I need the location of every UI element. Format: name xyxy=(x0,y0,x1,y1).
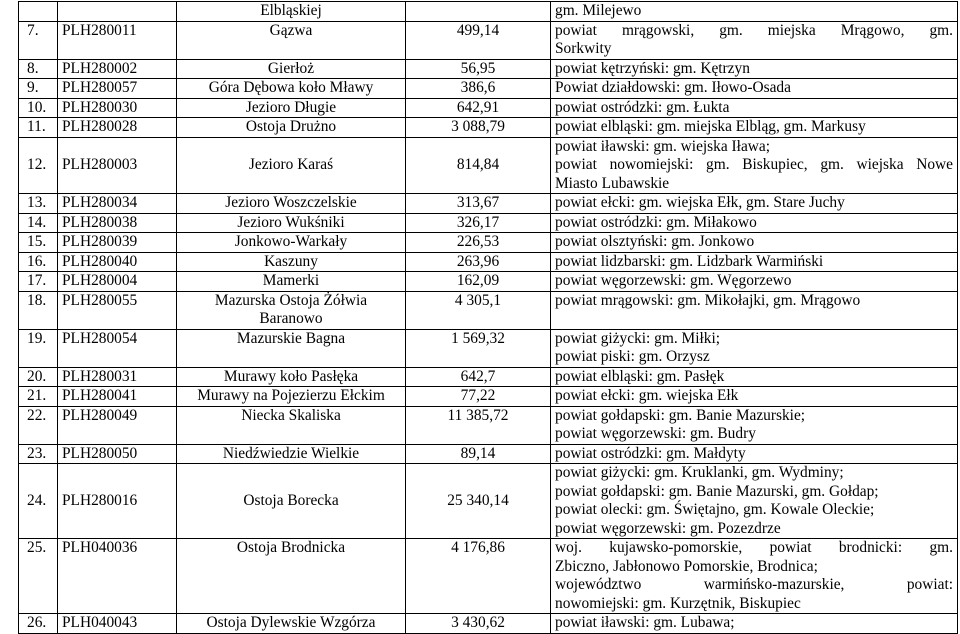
area-cell: 499,14 xyxy=(406,21,551,59)
area-cell: 162,09 xyxy=(406,272,551,292)
location-cell xyxy=(551,406,958,444)
location-line: powiat mrągowski, gm. miejska Mrągowo, gm. xyxy=(555,21,953,39)
table-row xyxy=(19,291,958,329)
location-cell xyxy=(551,118,958,138)
location-line: powiat iławski: gm. Lubawa; xyxy=(555,614,735,631)
site-name-cell xyxy=(177,21,406,59)
site-code-cell: PLH280041 xyxy=(58,387,177,407)
site-name-line: Murawy na Pojezierzu Ełckim xyxy=(197,387,385,404)
site-name-cell xyxy=(177,118,406,138)
row-number-cell: 9. xyxy=(19,79,58,99)
site-name-line: Ostoja Brodnicka xyxy=(236,539,346,556)
row-number-cell: 25. xyxy=(19,539,58,614)
location-cell xyxy=(551,98,958,118)
table-row xyxy=(19,118,958,138)
table-row xyxy=(19,329,958,367)
site-name-line: Niecka Skaliska xyxy=(241,406,341,424)
row-number-cell: 8. xyxy=(19,59,58,79)
location-line: powiat węgorzewski: gm. Węgorzewo xyxy=(555,272,792,289)
location-line: Miasto Lubawskie xyxy=(555,174,670,192)
table-row xyxy=(19,194,958,214)
area-cell: 642,91 xyxy=(406,98,551,118)
location-cell xyxy=(551,272,958,292)
row-number-cell: 14. xyxy=(19,213,58,233)
site-name-cell xyxy=(177,444,406,464)
site-name-line: Ostoja Borecka xyxy=(243,491,339,509)
area-cell: 56,95 xyxy=(406,59,551,79)
table-row xyxy=(19,272,958,292)
site-code-cell: PLH280057 xyxy=(58,79,177,99)
site-code-cell: PLH280050 xyxy=(58,444,177,464)
table-row xyxy=(19,233,958,253)
site-name-line: Mazurska Ostoja Żółwia xyxy=(214,291,368,309)
site-code-cell: PLH280016 xyxy=(58,464,177,539)
row-number-cell: 23. xyxy=(19,444,58,464)
location-line: powiat olecki: gm. Świętajno, gm. Kowale Oleckie; xyxy=(555,501,875,518)
sites-table-body xyxy=(19,2,958,634)
location-cell xyxy=(551,539,958,614)
site-name-cell xyxy=(177,59,406,79)
table-row xyxy=(19,79,958,99)
site-name-line: Jezioro Woszczelskie xyxy=(225,194,357,211)
site-name-cell xyxy=(177,233,406,253)
location-line: powiat giżycki: gm. Kruklanki, gm. Wydminy; xyxy=(555,464,844,481)
site-code-cell: PLH280055 xyxy=(58,291,177,329)
area-cell: 326,17 xyxy=(406,213,551,233)
site-code-cell: PLH280054 xyxy=(58,329,177,367)
location-line: powiat elbląski: gm. Pasłęk xyxy=(555,367,725,385)
area-cell: 313,67 xyxy=(406,194,551,214)
table-row xyxy=(19,213,958,233)
row-number-cell: 17. xyxy=(19,272,58,292)
location-cell xyxy=(551,291,958,329)
location-cell xyxy=(551,444,958,464)
site-code-cell: PLH280031 xyxy=(58,367,177,387)
row-number-cell xyxy=(19,2,58,22)
location-cell xyxy=(551,21,958,59)
location-cell xyxy=(551,2,958,22)
location-cell xyxy=(551,329,958,367)
location-line: powiat giżycki: gm. Miłki; xyxy=(555,329,721,347)
site-name-line: Gierłoż xyxy=(267,59,315,77)
location-cell xyxy=(551,464,958,539)
location-line: gm. Milejewo xyxy=(555,2,642,19)
row-number-cell: 21. xyxy=(19,387,58,407)
location-cell xyxy=(551,252,958,272)
table-row xyxy=(19,444,958,464)
location-line: powiat ełcki: gm. wiejska Ełk, gm. Stare Juchy xyxy=(555,194,845,211)
location-line: powiat mrągowski: gm. Mikołajki, gm. Mrągowo xyxy=(555,291,861,309)
site-name-cell xyxy=(177,2,406,22)
location-line: Zbiczno, Jabłonowo Pomorskie, Brodnica; xyxy=(555,557,818,575)
site-name-line: Elbląskiej xyxy=(260,2,322,19)
site-code-cell: PLH280038 xyxy=(58,213,177,233)
site-name-line: Baranowo xyxy=(259,310,323,327)
location-line: powiat lidzbarski: gm. Lidzbark Warmiński xyxy=(555,252,824,270)
site-code-cell: PLH040036 xyxy=(58,539,177,614)
row-number-cell: 13. xyxy=(19,194,58,214)
site-name-line: Góra Dębowa koło Mławy xyxy=(208,79,374,96)
row-number-cell: 11. xyxy=(19,118,58,138)
table-row xyxy=(19,98,958,118)
site-name-line: Murawy koło Pasłęka xyxy=(223,367,359,385)
area-cell: 3 088,79 xyxy=(406,118,551,138)
location-line: powiat ostródzki: gm. Małdyty xyxy=(555,444,746,462)
table-row xyxy=(19,137,958,194)
site-name-line: Niedźwiedzie Wielkie xyxy=(222,444,360,462)
site-code-cell: PLH280011 xyxy=(58,21,177,59)
location-line: woj. kujawsko-pomorskie, powiat brodnicki: gm. xyxy=(555,539,953,556)
location-line: nowomiejski: gm. Kurzętnik, Biskupiec xyxy=(555,594,801,612)
row-number-cell: 18. xyxy=(19,291,58,329)
area-cell: 4 305,1 xyxy=(406,291,551,329)
site-name-line: Jezioro Karaś xyxy=(248,156,334,173)
site-code-cell: PLH280030 xyxy=(58,98,177,118)
table-row xyxy=(19,252,958,272)
table-row xyxy=(19,367,958,387)
site-name-cell xyxy=(177,539,406,614)
location-line: powiat elbląski: gm. miejska Elbląg, gm. Markusy xyxy=(555,118,866,135)
site-name-line: Jonkowo-Warkały xyxy=(234,233,348,250)
row-number-cell: 20. xyxy=(19,367,58,387)
row-number-cell: 12. xyxy=(19,137,58,194)
site-name-cell xyxy=(177,387,406,407)
area-cell: 25 340,14 xyxy=(406,464,551,539)
site-name-cell xyxy=(177,464,406,539)
row-number-cell: 26. xyxy=(19,614,58,634)
location-cell xyxy=(551,387,958,407)
site-name-cell xyxy=(177,291,406,329)
area-cell: 814,84 xyxy=(406,137,551,194)
location-line: powiat węgorzewski: gm. Budry xyxy=(555,425,756,442)
row-number-cell: 7. xyxy=(19,21,58,59)
row-number-cell: 24. xyxy=(19,464,58,539)
location-line: powiat ostródzki: gm. Łukta xyxy=(555,98,730,116)
location-line: Sorkwity xyxy=(555,40,612,57)
site-name-cell xyxy=(177,406,406,444)
site-name-cell xyxy=(177,98,406,118)
location-line: powiat piski: gm. Orzysz xyxy=(555,348,710,365)
location-line: powiat ełcki: gm. wiejska Ełk xyxy=(555,387,739,404)
location-line: powiat nowomiejski: gm. Biskupiec, gm. wiejska Nowe xyxy=(555,156,953,173)
site-name-line: Mamerki xyxy=(262,272,320,289)
site-code-cell: PLH280039 xyxy=(58,233,177,253)
site-name-line: Jezioro Wukśniki xyxy=(237,213,345,231)
table-row xyxy=(19,21,958,59)
site-code-cell: PLH280003 xyxy=(58,137,177,194)
site-code-cell: PLH280040 xyxy=(58,252,177,272)
area-cell: 11 385,72 xyxy=(406,406,551,444)
location-line: Powiat działdowski: gm. Iłowo-Osada xyxy=(555,79,791,96)
location-line: powiat węgorzewski: gm. Pozezdrze xyxy=(555,519,781,537)
location-cell xyxy=(551,367,958,387)
site-name-cell xyxy=(177,79,406,99)
table-row xyxy=(19,387,958,407)
site-name-line: Gązwa xyxy=(269,21,313,39)
site-name-cell xyxy=(177,329,406,367)
area-cell: 226,53 xyxy=(406,233,551,253)
area-cell: 77,22 xyxy=(406,387,551,407)
row-number-cell: 10. xyxy=(19,98,58,118)
row-number-cell: 22. xyxy=(19,406,58,444)
site-code-cell: PLH280028 xyxy=(58,118,177,138)
area-cell: 263,96 xyxy=(406,252,551,272)
site-name-cell xyxy=(177,367,406,387)
row-number-cell: 15. xyxy=(19,233,58,253)
table-row xyxy=(19,539,958,614)
location-line: powiat gołdapski: gm. Banie Mazurskie; xyxy=(555,406,806,424)
location-line: województwo warmińsko-mazurskie, powiat: xyxy=(555,576,953,593)
table-row xyxy=(19,59,958,79)
site-name-cell xyxy=(177,614,406,634)
location-cell xyxy=(551,614,958,634)
site-code-cell: PLH280004 xyxy=(58,272,177,292)
area-cell: 642,7 xyxy=(406,367,551,387)
location-line: powiat iławski: gm. wiejska Iława; xyxy=(555,137,770,155)
site-name-line: Ostoja Drużno xyxy=(245,118,337,135)
area-cell xyxy=(406,2,551,22)
location-cell xyxy=(551,59,958,79)
location-cell xyxy=(551,213,958,233)
site-name-cell xyxy=(177,194,406,214)
location-cell xyxy=(551,233,958,253)
row-number-cell: 16. xyxy=(19,252,58,272)
site-name-cell xyxy=(177,137,406,194)
site-code-cell: PLH280002 xyxy=(58,59,177,79)
site-name-line: Jezioro Długie xyxy=(245,98,337,116)
table-row xyxy=(19,406,958,444)
location-line: powiat gołdapski: gm. Banie Mazurski, gm. Gołdap; xyxy=(555,482,879,500)
area-cell: 89,14 xyxy=(406,444,551,464)
site-code-cell: PLH280034 xyxy=(58,194,177,214)
site-name-line: Mazurskie Bagna xyxy=(236,329,346,347)
location-cell xyxy=(551,79,958,99)
site-code-cell: PLH280049 xyxy=(58,406,177,444)
site-name-cell xyxy=(177,252,406,272)
table-row xyxy=(19,614,958,634)
area-cell: 4 176,86 xyxy=(406,539,551,614)
sites-table xyxy=(18,1,958,634)
location-cell xyxy=(551,137,958,194)
row-number-cell: 19. xyxy=(19,329,58,367)
location-cell xyxy=(551,194,958,214)
location-line: powiat ostródzki: gm. Miłakowo xyxy=(555,213,757,231)
site-name-line: Ostoja Dylewskie Wzgórza xyxy=(206,614,376,631)
table-row xyxy=(19,464,958,539)
area-cell: 1 569,32 xyxy=(406,329,551,367)
site-name-line: Kaszuny xyxy=(264,252,318,270)
location-line: powiat olsztyński: gm. Jonkowo xyxy=(555,233,755,250)
area-cell: 3 430,62 xyxy=(406,614,551,634)
site-name-cell xyxy=(177,213,406,233)
site-code-cell: PLH040043 xyxy=(58,614,177,634)
table-row xyxy=(19,2,958,22)
site-code-cell xyxy=(58,2,177,22)
location-line: powiat kętrzyński: gm. Kętrzyn xyxy=(555,59,750,77)
area-cell: 386,6 xyxy=(406,79,551,99)
site-name-cell xyxy=(177,272,406,292)
